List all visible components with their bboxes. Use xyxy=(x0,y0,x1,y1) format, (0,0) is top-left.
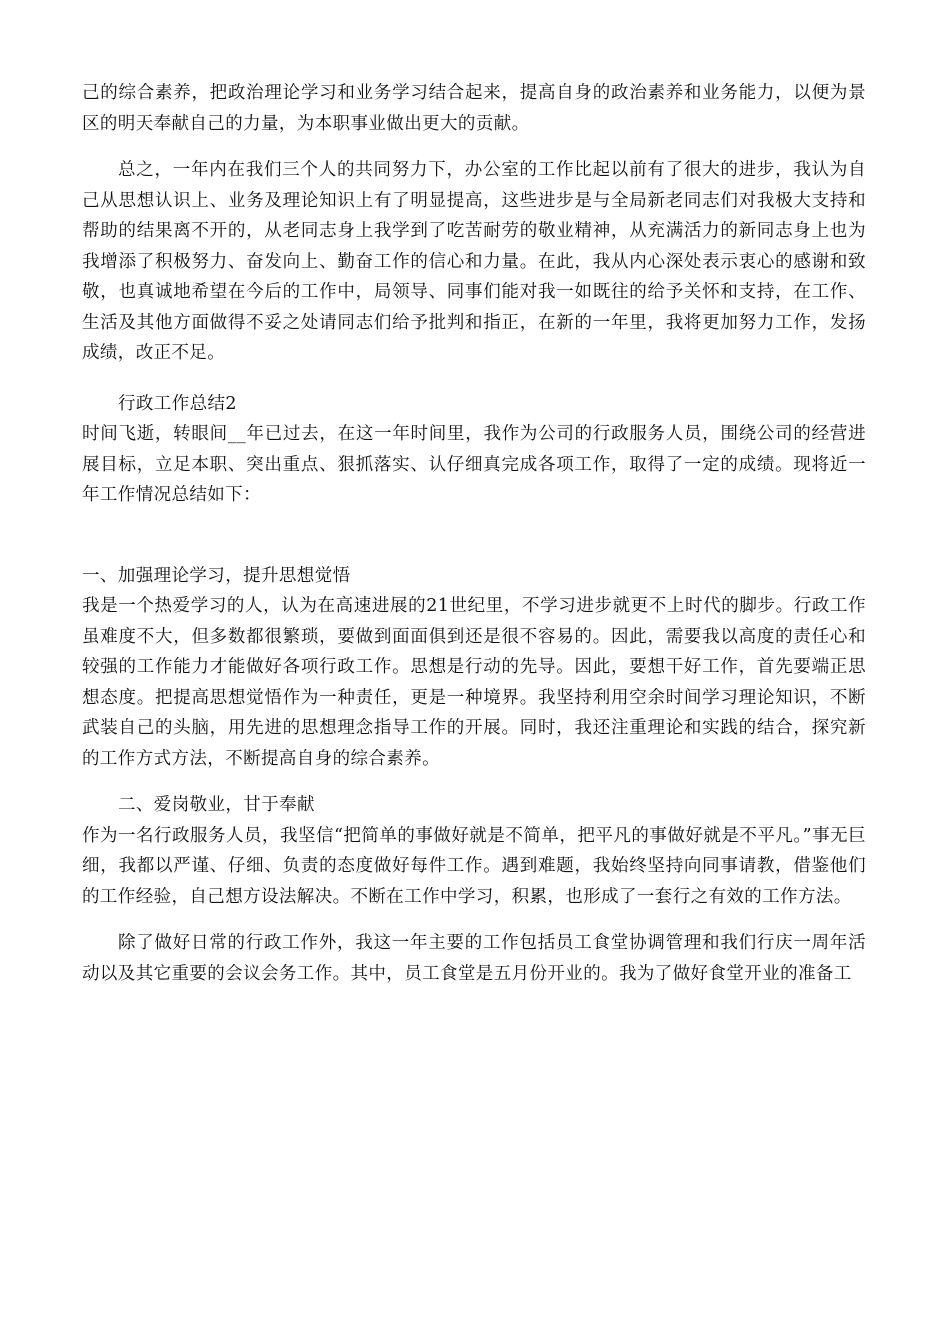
heading-one: 一、加强理论学习，提升思想觉悟 xyxy=(82,565,351,586)
heading-two: 二、爱岗敬业，甘于奉献 xyxy=(118,795,315,815)
paragraph-dedication: 作为一名行政服务人员，我坚信“把简单的事做好就是不简单，把平凡的事做好就是不平凡。”事无巨细，我都以严谨、仔细、负责的态度做好每件工作。遇到难题，我始终坚持向同事请教，借鉴他们的工作经验，自己想方设法解决。不断在工作中学习，积累，也形成了一套行之有效的工作方法。 xyxy=(82,825,866,907)
paragraph-continuation: 己的综合素养，把政治理论学习和业务学习结合起来，提高自身的政治素养和业务能力，以便为景区的明天奉献自己的力量，为本职事业做出更大的贡献。 xyxy=(82,83,866,134)
section-title: 行政工作总结2 xyxy=(118,393,237,414)
paragraph-theory-study: 我是一个热爱学习的人，认为在高速进展的21世纪里，不学习进步就更不上时代的脚步。行政工作虽难度不大，但多数都很繁琐，要做到面面俱到还是很不容易的。因此，需要我以高度的责任心和较强的工作能力才能做好各项行政工作。思想是行动的先导。因此，要想干好工作，首先要端正思想态度。把提高思想觉悟作为一种责任，更是一种境界。我坚持利用空余时间学习理论知识，不断武装自己的头脑，用先进的思想理念指导工作的开展。同时，我还注重理论和实践的结合，探究新的工作方式方法，不断提高自身的综合素养。 xyxy=(82,596,866,769)
document-page xyxy=(82,78,866,989)
paragraph-conclusion: 总之，一年内在我们三个人的共同努力下，办公室的工作比起以前有了很大的进步，我认为自己从思想认识上、业务及理论知识上有了明显提高，这些进步是与全局新老同志们对我极大支持和帮助的结果离不开的，从老同志身上我学到了吃苦耐劳的敬业精神，从充满活力的新同志身上也为我增添了积极努力、奋发向上、勤奋工作的信心和力量。在此，我从内心深处表示衷心的感谢和致敬，也真诚地希望在今后的工作中，局领导、同事们能对我一如既往的给予关怀和支持，在工作、生活及其他方面做得不妥之处请同志们给予批判和指正，在新的一年里，我将更加努力工作，发扬成绩，改正不足。 xyxy=(82,160,866,363)
paragraph-main-work: 除了做好日常的行政工作外，我这一年主要的工作包括员工食堂协调管理和我们行庆一周年活动以及其它重要的会议会务工作。其中，员工食堂是五月份开业的。我为了做好食堂开业的准备工 xyxy=(82,933,866,984)
paragraph-intro: 时间飞逝，转眼间__年已过去，在这一年时间里，我作为公司的行政服务人员，围绕公司的经营进展目标，立足本职、突出重点、狠抓落实、认仔细真完成各项工作，取得了一定的成绩。现将近一年工作情况总结如下： xyxy=(82,424,866,505)
